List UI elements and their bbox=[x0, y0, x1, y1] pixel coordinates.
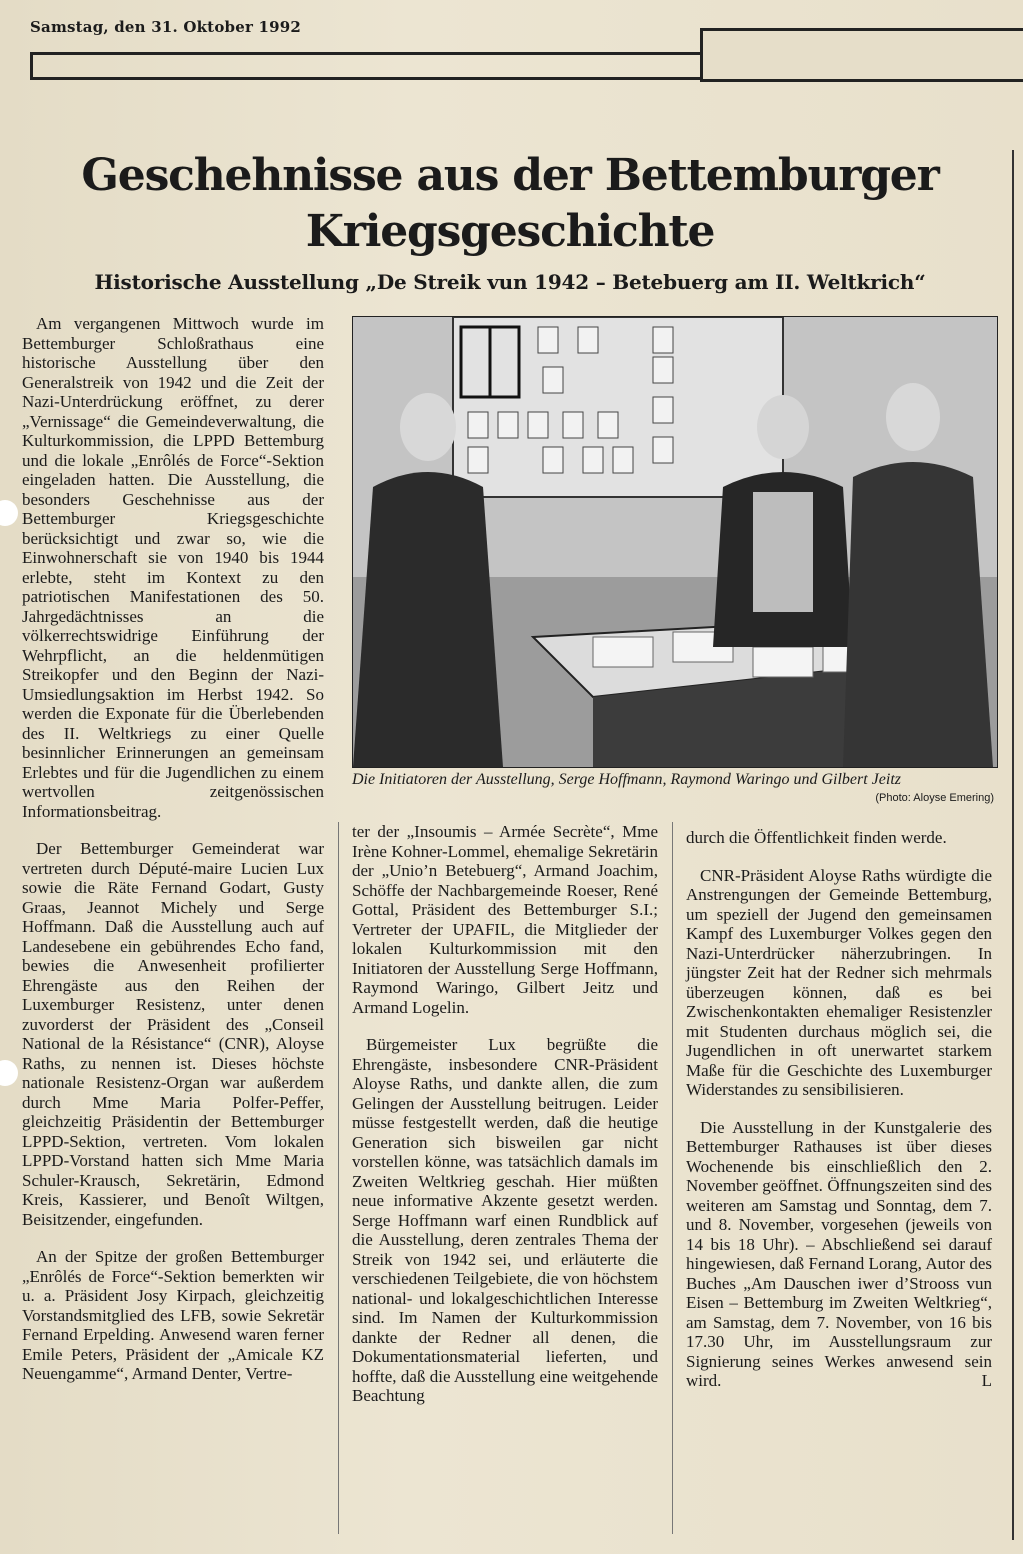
column-3-paragraph-1: durch die Öffentlichkeit finden werde. bbox=[686, 828, 947, 847]
article-photo bbox=[352, 316, 998, 768]
punch-hole-bottom bbox=[0, 1060, 18, 1086]
column-3-paragraph-2: CNR-Präsident Aloyse Raths würdigte die Anstrengungen der Gemeinde Bettemburg, um speziell der Jugend den gemeinsamen Kampf des Luxemburger Volkes gegen den Nazi-Unterdrücker näherzubringen. In jüngster Zeit hat der Redner sich mehrmals überzeugen können, daß es bei Zwischenkontakten ehemaliger Resistenzler mit Studenten durchaus möglich sei, die Jugendlichen in oft unerwartet starkem Maße für die Geschichte des Luxemburger Widerstandes zu sensibilisieren. bbox=[686, 865, 992, 1099]
column-2-paragraph-1: ter der „Insoumis – Armée Secrète“, Mme Irène Kohner-Lommel, ehemalige Sekretärin der „Unio’n Betebuerg“, Armand Joachim, Schöffe der Nachbargemeinde Roeser, René Gottal, Präsident des Bettemburger S.I.; Vertreter der UPAFIL, die Mitglieder der lokalen Kulturkommission mit den Initiatoren der Ausstellung Serge Hoffmann, Raymond Waringo, Gilbert Jeitz und Armand Logelin. bbox=[352, 822, 658, 1017]
article-title: Geschehnisse aus der Bettemburger Kriegsgeschichte bbox=[81, 150, 939, 257]
column-3 bbox=[686, 828, 992, 1390]
photo-credit: (Photo: Aloyse Emering) bbox=[875, 792, 994, 804]
photo-illustration bbox=[353, 317, 997, 767]
column-1-paragraph-1: Am vergangenen Mittwoch wurde im Bettemburger Schloßrathaus eine historische Ausstellung über den Generalstreik von 1942 und die Zeit der Nazi-Unterdrückung eröffnet, zu derer „Vernissage“ die Gemeindeverwaltung, die Kulturkommission, die LPPD Bettemburg und die lokale „Enrôlés de Force“-Sektion eingeladen hatten. Die Ausstellung, die besonders Geschehnisse aus der Bettemburger Kriegsgeschichte berücksichtigt und zwar so, wie die Einwohnerschaft sie von 1940 bis 1944 erlebte, steht im Kontext zu den patriotischen Manifestationen des 50. Jahrgedächtnisses an die völkerrechtswidrige Einführung der Wehrpflicht, an die heldenmütigen Streikopfer und den Beginn der Nazi-Umsiedlungsaktion im Herbst 1942. So werden die Exponate für die Überlebenden des II. Weltkriegs zu einer Quelle besinnlicher Erinnerungen an gemeinsam Erlebtes und für die Jugendlichen zu einem wertvollen zeitgenössischen Informationsbeitrag. bbox=[22, 314, 324, 821]
column-2 bbox=[352, 822, 658, 1424]
column-1 bbox=[22, 314, 324, 1402]
right-margin-rule bbox=[1012, 150, 1014, 1540]
column-1-paragraph-2: Der Bettemburger Gemeinderat war vertreten durch Député-maire Lucien Lux sowie die Räte Fernand Godart, Gusty Graas, Jeannot Michely und Serge Hoffmann. Daß die Ausstellung auch auf Landesebene ein gebührendes Echo fand, bewies die Anwesenheit profilierter Ehrengäste aus den Reihen der Luxemburger Resistenz, unter denen zuvorderst der Präsident des „Conseil National de la Résistance“ (CNR), Aloyse Raths, zu nennen ist. Dieses höchste nationale Resistenz-Organ war außerdem durch Mme Maria Polfer-Peffer, gleichzeitig Präsidentin der Bettemburger LPPD-Sektion, vertreten. Vom lokalen LPPD-Vorstand hatten sich Mme Maria Schuler-Krausch, Sekretärin, Edmond Kreis, Kassierer, und Benoît Wiltgen, Beisitzender, eingefunden. bbox=[22, 839, 324, 1229]
column-3-paragraph-3: Die Ausstellung in der Kunstgalerie des Bettemburger Rathauses ist über dieses Wochenende bis einschließlich den 2. November geöffnet. Öffnungszeiten sind des weiteren am Samstag und Sonntag, dem 7. und 8. November, vorgesehen (jeweils von 14 bis 18 Uhr). – Abschließend sei darauf hingewiesen, daß Fernand Lorang, Autor des Buches „Am Dauschen iwer d’Strooss vun Eisen – Bettemburg im Zweiten Weltkrieg“, am Samstag, dem 7. November, von 16 bis 17.30 Uhr, im Ausstellungsraum zur Signierung seines Werkes anwesend sein wird. bbox=[686, 1117, 992, 1390]
column-rule-1 bbox=[338, 822, 339, 1534]
column-2-paragraph-2: Bürgemeister Lux begrüßte die Ehrengäste, insbesondere CNR-Präsident Aloyse Raths, und dankte allen, die zum Gelingen der Ausstellung beitrugen. Leider müsse festgestellt werden, daß die heutige Generation sich bisweilen gar nicht vorstellen könne, was tatsächlich damals im Zweiten Weltkrieg geschah. Hier müßten neue informative Akzente gesetzt werden. Serge Hoffmann warf einen Rundblick auf die Ausstellung, deren zentrales Thema der Streik von 1942 sei, und erläuterte die verschiedenen Teilgebiete, die von höchstem national- und lokalgeschichtlichen Interesse sind. Im Namen der Kulturkommission dankte der Redner all denen, die Dokumentationsmaterial lieferten, und hoffte, daß die Ausstellung eine weitgehende Beachtung bbox=[352, 1035, 658, 1405]
article-subtitle: Historische Ausstellung „De Streik vun 1942 – Betebuerg am II. Weltkrich“ bbox=[94, 270, 926, 294]
header-box bbox=[700, 28, 1023, 82]
column-rule-2 bbox=[672, 822, 673, 1534]
photo-caption: Die Initiatoren der Ausstellung, Serge Hoffmann, Raymond Waringo und Gilbert Jeitz bbox=[352, 771, 901, 788]
punch-hole-top bbox=[0, 500, 18, 526]
author-signature: L bbox=[981, 1370, 992, 1390]
dateline: Samstag, den 31. Oktober 1992 bbox=[30, 18, 302, 36]
column-1-paragraph-3: An der Spitze der großen Bettemburger „Enrôlés de Force“-Sektion bemerkten wir u. a. Präsident Josy Kirpach, gleichzeitig Vorstandsmitglied des LFB, sowie Sekretär Fernand Erpelding. Anwesend waren ferner Emile Peters, Präsident der „Amicale KZ Neuengamme“, Armand Denter, Vertre- bbox=[22, 1247, 324, 1383]
